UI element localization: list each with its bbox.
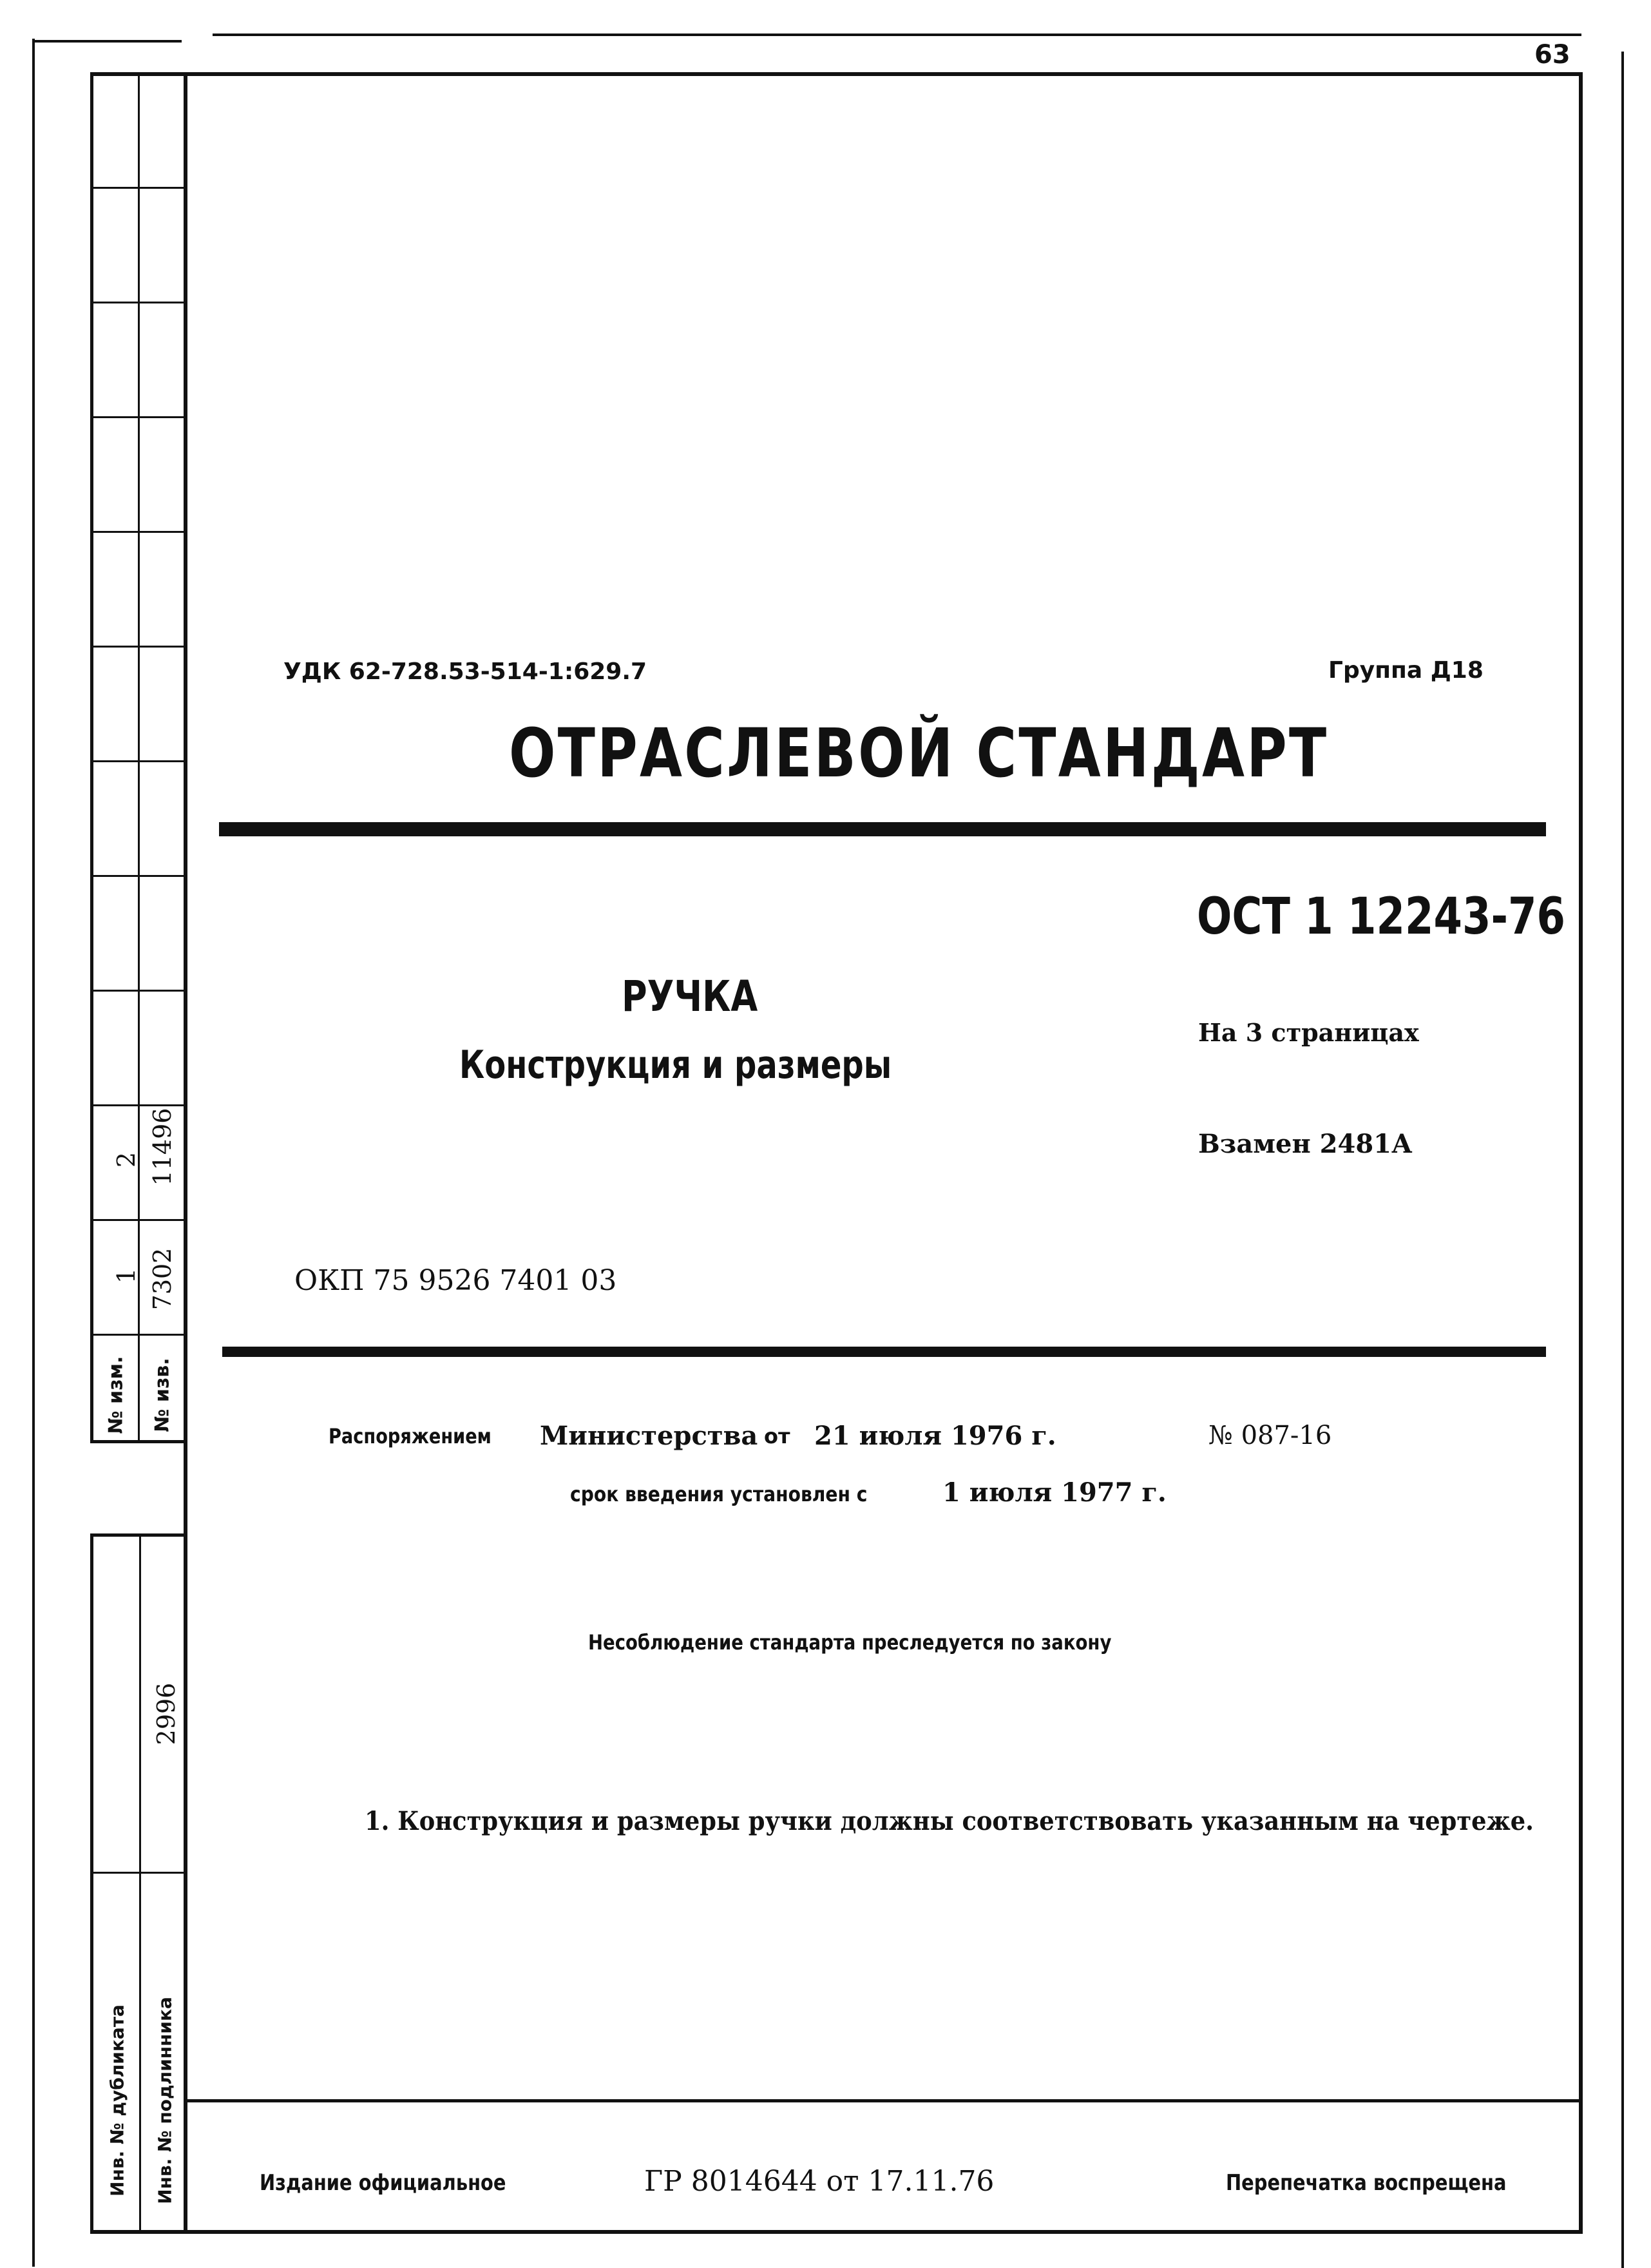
term-date: 1 июля 1977 г.: [942, 1477, 1167, 1508]
inner-right-line: [1579, 72, 1583, 2234]
change-no-1: 1: [112, 1267, 140, 1284]
okp-code: ОКП 75 9526 7401 03: [294, 1264, 617, 1297]
registration-number: ГР 8014644 от 17.11.76: [644, 2165, 995, 2198]
stamp-row-line: [90, 646, 184, 648]
stamp-row-line: [90, 1104, 184, 1106]
term-label: срок введения установлен с: [570, 1482, 868, 1506]
order-label: Распоряжением: [329, 1424, 491, 1448]
official-edition: Издание официальное: [260, 2170, 506, 2196]
identity-rule: [222, 1347, 1546, 1357]
stamp-lower-mid-line: [139, 1533, 141, 2234]
frame-outer-right-line: [1621, 52, 1624, 2268]
ministry-label: Министерства: [540, 1421, 758, 1451]
clause-1: 1. Конструкция и размеры ручки должны соответствовать указанным на чертеже.: [365, 1806, 1534, 1836]
stamp-upper-left-line: [90, 72, 93, 1441]
order-number: № 087-16: [1208, 1421, 1332, 1450]
page-number: 63: [1534, 40, 1570, 70]
stamp-upper-mid-line: [138, 72, 140, 1441]
notice-no-7302: 7302: [148, 1247, 177, 1311]
notice-no-11496: 11496: [148, 1108, 177, 1186]
stamp-row-line: [90, 1334, 184, 1336]
item-name: РУЧКА: [622, 972, 758, 1021]
compliance-notice: Несоблюдение стандарта преследуется по закону: [588, 1630, 1112, 1655]
replaces-standard: Взамен 2481А: [1198, 1129, 1413, 1159]
original-inventory-number: 2996: [152, 1682, 180, 1745]
inner-top-line: [90, 72, 1581, 76]
notice-no-label: № изв.: [151, 1358, 174, 1432]
udk-code: УДК 62-728.53-514-1:629.7: [283, 658, 647, 685]
order-from: от: [764, 1424, 790, 1448]
stamp-row-line: [90, 760, 184, 762]
stamp-row-line: [90, 875, 184, 877]
reprint-prohibited: Перепечатка воспрещена: [1226, 2170, 1507, 2196]
original-inventory-label: Инв. № подлинника: [154, 1997, 176, 2204]
stamp-row-line: [90, 302, 184, 303]
change-no-2: 2: [112, 1151, 140, 1168]
stamp-upper-bottom-line: [90, 1440, 184, 1443]
standard-code: ОСТ 1 12243-76: [1197, 888, 1566, 946]
stamp-row-line: [90, 187, 184, 189]
footer-separator: [184, 2099, 1583, 2102]
stamp-lower-top-line: [90, 1533, 184, 1537]
frame-top-line: [213, 34, 1581, 36]
frame-top-left-stub: [33, 40, 182, 43]
duplicate-inventory-label: Инв. № дубликата: [106, 2004, 128, 2196]
inner-bottom-line: [90, 2230, 1583, 2234]
document-type-title: ОТРАСЛЕВОЙ СТАНДАРТ: [509, 714, 1329, 793]
stamp-row-line: [90, 531, 184, 533]
stamp-row-line: [90, 1219, 184, 1221]
stamp-row-line: [90, 990, 184, 992]
order-date: 21 июля 1976 г.: [814, 1421, 1056, 1451]
inner-left-line: [184, 72, 187, 2234]
frame-outer-left-line: [32, 39, 35, 2267]
stamp-lower-row-line: [90, 1872, 184, 1874]
stamp-row-line: [90, 416, 184, 418]
stamp-lower-left-line: [90, 1533, 93, 2234]
group-code: Группа Д18: [1328, 657, 1484, 684]
page-count: На 3 страницах: [1198, 1018, 1419, 1047]
title-rule: [219, 822, 1546, 836]
item-subtitle: Конструкция и размеры: [459, 1043, 892, 1088]
change-no-label: № изм.: [104, 1356, 128, 1434]
